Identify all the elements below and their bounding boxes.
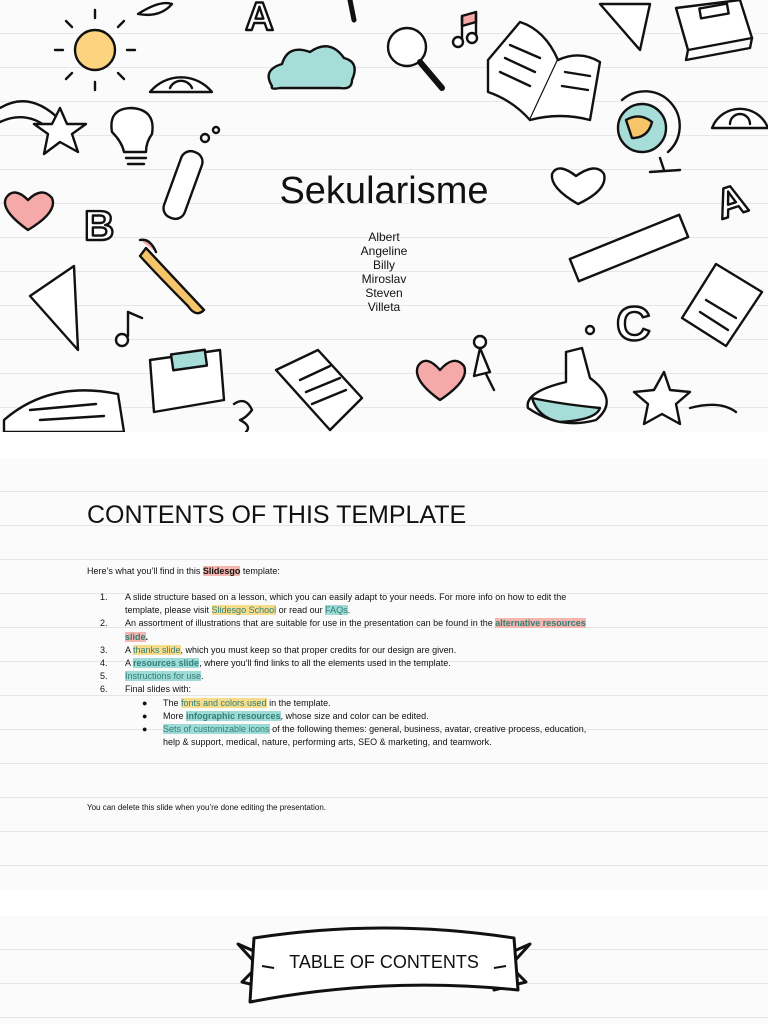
list-item: [100, 617, 590, 643]
highlighted-link-text: .: [145, 631, 149, 642]
list-item: [100, 657, 590, 670]
bullet-icon: ●: [142, 710, 148, 721]
list-number: 5.: [100, 671, 108, 682]
flask-icon: [528, 326, 607, 423]
ribbon-banner: [234, 920, 534, 1016]
slide-heading: CONTENTS OF THIS TEMPLATE: [87, 501, 467, 529]
magnifier-icon: [388, 28, 442, 88]
letter-c-doodle: C: [616, 298, 651, 351]
delete-note: You can delete this slide when you’re done editing the presentation.: [87, 803, 326, 812]
intro-text: [87, 566, 280, 576]
highlighted-link-text[interactable]: alternative resources slide: [125, 618, 586, 642]
highlighted-link-text[interactable]: infographic resources: [186, 710, 281, 721]
music-note-icon: [116, 312, 142, 346]
sun-icon: [55, 10, 135, 90]
protractor-icon: [712, 109, 768, 128]
letter-a-doodle: A: [709, 173, 753, 229]
cloud-icon: [269, 46, 355, 88]
pushpin-icon: [474, 336, 494, 390]
list-number: 3.: [100, 644, 108, 655]
list-number: 2.: [100, 618, 108, 629]
document-icon: [276, 350, 362, 430]
highlighted-link-text[interactable]: Instructions for use: [125, 671, 202, 682]
highlighted-link-text[interactable]: Slidesgo School: [211, 605, 277, 616]
open-book-icon: [4, 390, 124, 432]
list-text: , which you must keep so that proper credits for our design are given.: [180, 644, 457, 655]
author-list: [284, 230, 484, 314]
protractor-icon: [150, 77, 212, 92]
bullet-icon: ●: [142, 697, 148, 708]
paintbrush-icon: [140, 240, 204, 313]
number-three-doodle: [234, 401, 252, 432]
document-icon: [682, 264, 762, 346]
highlighted-link-text[interactable]: resources slide: [133, 658, 200, 669]
list-number: 4.: [100, 658, 108, 669]
highlighted-link-text[interactable]: fonts and colors used: [181, 697, 267, 708]
list-item: [100, 683, 590, 696]
title-slide: [0, 0, 768, 432]
presentation-title: Sekularisme: [279, 170, 489, 212]
author-name: Villeta: [367, 300, 401, 314]
author-name: Steven: [365, 286, 403, 300]
triangle-ruler-icon: [600, 4, 650, 50]
list-text: Final slides with:: [125, 684, 192, 695]
list-text: More: [163, 710, 187, 721]
shooting-star-icon: [0, 101, 86, 154]
book-icon: [676, 0, 752, 60]
ruler-icon: [570, 215, 688, 281]
list-text: An assortment of illustrations that are suitable for use in the presentation can be found in the: [125, 618, 496, 629]
slidesgo-highlight: Slidesgo: [202, 566, 241, 576]
list-number: 1.: [100, 592, 108, 602]
highlighted-link-text[interactable]: Sets of customizable icons: [163, 724, 270, 735]
sub-list-item: [100, 723, 590, 749]
list-text: or read our: [276, 605, 326, 616]
bullet-icon: ●: [142, 724, 148, 735]
list-text: The: [163, 697, 182, 708]
list-text: A slide structure based on a lesson, which you can easily adapt to your needs. For more info on how to edit the template, please visit: [125, 592, 567, 616]
triangle-ruler-icon: [30, 266, 78, 350]
letter-a-doodle: A: [245, 0, 274, 39]
list-item: [100, 591, 590, 617]
banner-label: TABLE OF CONTENTS: [289, 952, 479, 972]
list-text: in the template.: [266, 697, 331, 708]
globe-icon: [618, 91, 680, 172]
list-item: [100, 670, 590, 683]
author-name: Miroslav: [361, 272, 407, 286]
list-text: , whose size and color can be edited.: [280, 710, 429, 721]
music-note-icon: [453, 12, 477, 47]
intro-before: Here’s what you’ll find in this: [87, 566, 203, 576]
intro-after: template:: [240, 566, 280, 576]
author-name: Billy: [372, 258, 395, 272]
list-text: .: [347, 605, 351, 616]
list-text: of the following themes: general, business, avatar, creative process, education, help & support, medical, nature, performing arts, SEO & marketing, and teamwork.: [163, 724, 587, 748]
pencil-doodle: [350, 0, 354, 20]
contents-slide: [0, 458, 768, 890]
book-icon: [150, 350, 224, 412]
list-text: A: [125, 644, 134, 655]
lightbulb-icon: [111, 108, 152, 164]
school-doodles-illustration: [0, 0, 768, 432]
contents-list: [100, 591, 590, 749]
list-text: A: [125, 658, 134, 669]
list-number: 6.: [100, 684, 108, 695]
star-icon: [634, 372, 690, 424]
list-item: [100, 644, 590, 657]
highlighted-link-text[interactable]: thanks slide: [133, 644, 181, 655]
author-name: Angeline: [360, 244, 408, 258]
sub-list-item: [100, 710, 590, 723]
heart-icon: [417, 361, 465, 400]
open-book-icon: [488, 22, 600, 120]
list-text: , where you’ll find links to all the elements used in the template.: [199, 658, 451, 669]
author-name: Albert: [368, 230, 400, 244]
table-of-contents-slide: [0, 916, 768, 1024]
letter-b-doodle: B: [84, 202, 115, 249]
list-text: .: [201, 671, 204, 682]
leaf-icon: [138, 3, 172, 15]
sub-list-item: [100, 697, 590, 710]
highlighted-link-text[interactable]: FAQs: [325, 605, 348, 616]
